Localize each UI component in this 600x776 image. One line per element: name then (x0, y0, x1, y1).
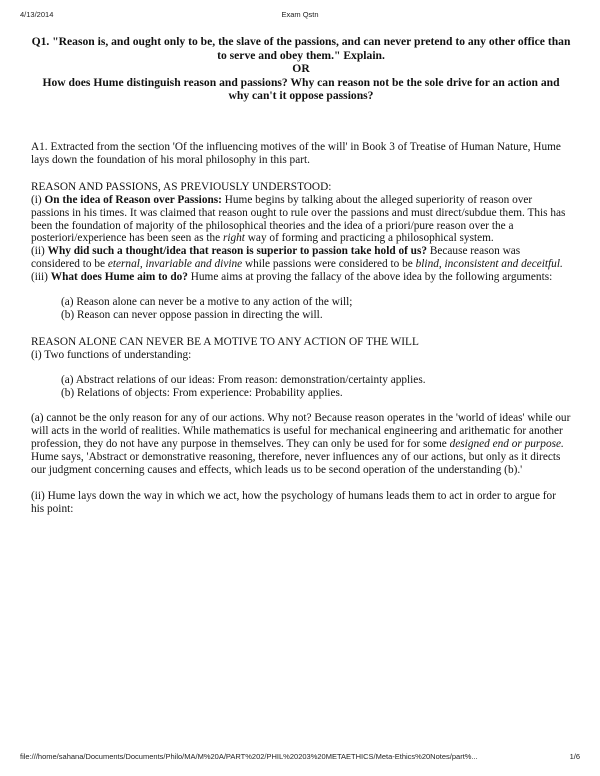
print-header (0, 10, 600, 20)
question-alt: How does Hume distinguish reason and passions? Why can reason not be the sole drive for an action and why can't it oppose passions? (42, 75, 560, 103)
document-body (31, 35, 571, 516)
section2-list (31, 374, 571, 400)
section1-point-iii: (iii) What does Hume aim to do? Hume aims at proving the fallacy of the above idea by the following arguments: (31, 271, 553, 284)
question-or: OR (292, 62, 310, 76)
print-footer (0, 752, 600, 762)
section2-paragraph-a: (a) cannot be the only reason for any of our actions. Why not? Because reason operates in the 'world of ideas' while our will acts in the world of realities. While mathematics is useful for mechanical engineering and arithematic for another profession, they do not have any purpose in themselves. They can only be used for for some designed end or purpose. Hume says, 'Abstract or demonstrative reasoning, therefore, never influences any of our actions, but only as it directs our judgment concerning causes and effects, which leads us to be second operation of the understanding (b).' (31, 412, 571, 477)
section2-paragraph-ii: (ii) Hume lays down the way in which we act, how the psychology of humans leads them to act in order to argue for his point: (31, 490, 556, 515)
list-item: (a) Abstract relations of our ideas: From reason: demonstration/certainty applies. (61, 373, 426, 386)
section1-point-ii: (ii) Why did such a thought/idea that reason is superior to passion take hold of us? Because reason was considered to be eternal, invariable and divine while passions were considered to be blind, inconsistent and deceitful. (31, 245, 563, 271)
list-item: (a) Reason alone can never be a motive to any action of the will; (61, 296, 353, 309)
section1-point-i: (i) On the idea of Reason over Passions: Hume begins by talking about the alleged superiority of reason over passions in his times. It was claimed that reason ought to rule over the passions and must direct/subdue them. This has been the foundation of majority of the philosophical theories and the idea of a priori/pure reason over the a posteriori/experience has been seen as the right way of forming and practicing a philosophical system. (31, 193, 566, 245)
section2-intro: (i) Two functions of understanding: (31, 348, 192, 361)
question-q1: Q1. "Reason is, and ought only to be, the slave of the passions, and can never pretend to any other office than to serve and obey them." Explain. (31, 35, 571, 62)
section1-list (31, 296, 571, 322)
print-title: Exam Qstn (281, 10, 319, 19)
print-date: 4/13/2014 (20, 10, 54, 19)
list-item: (b) Reason can never oppose passion in directing the will. (61, 308, 323, 321)
file-path: file:///home/sahana/Documents/Documents/Philo/MA/M%20A/PART%202/PHIL%20203%20METAETHICS/Meta-Ethics%20Notes/part%... (20, 752, 478, 761)
page-number: 1/6 (569, 752, 580, 761)
question-block (31, 35, 571, 103)
section1-heading: REASON AND PASSIONS, AS PREVIOUSLY UNDERSTOOD: (31, 180, 332, 193)
answer-intro: A1. Extracted from the section 'Of the influencing motives of the will' in Book 3 of Treatise of Human Nature, Hume lays down the foundation of his moral philosophy in this part. (31, 140, 561, 166)
section2-heading: REASON ALONE CAN NEVER BE A MOTIVE TO ANY ACTION OF THE WILL (31, 335, 419, 348)
list-item: (b) Relations of objects: From experience: Probability applies. (61, 386, 343, 399)
